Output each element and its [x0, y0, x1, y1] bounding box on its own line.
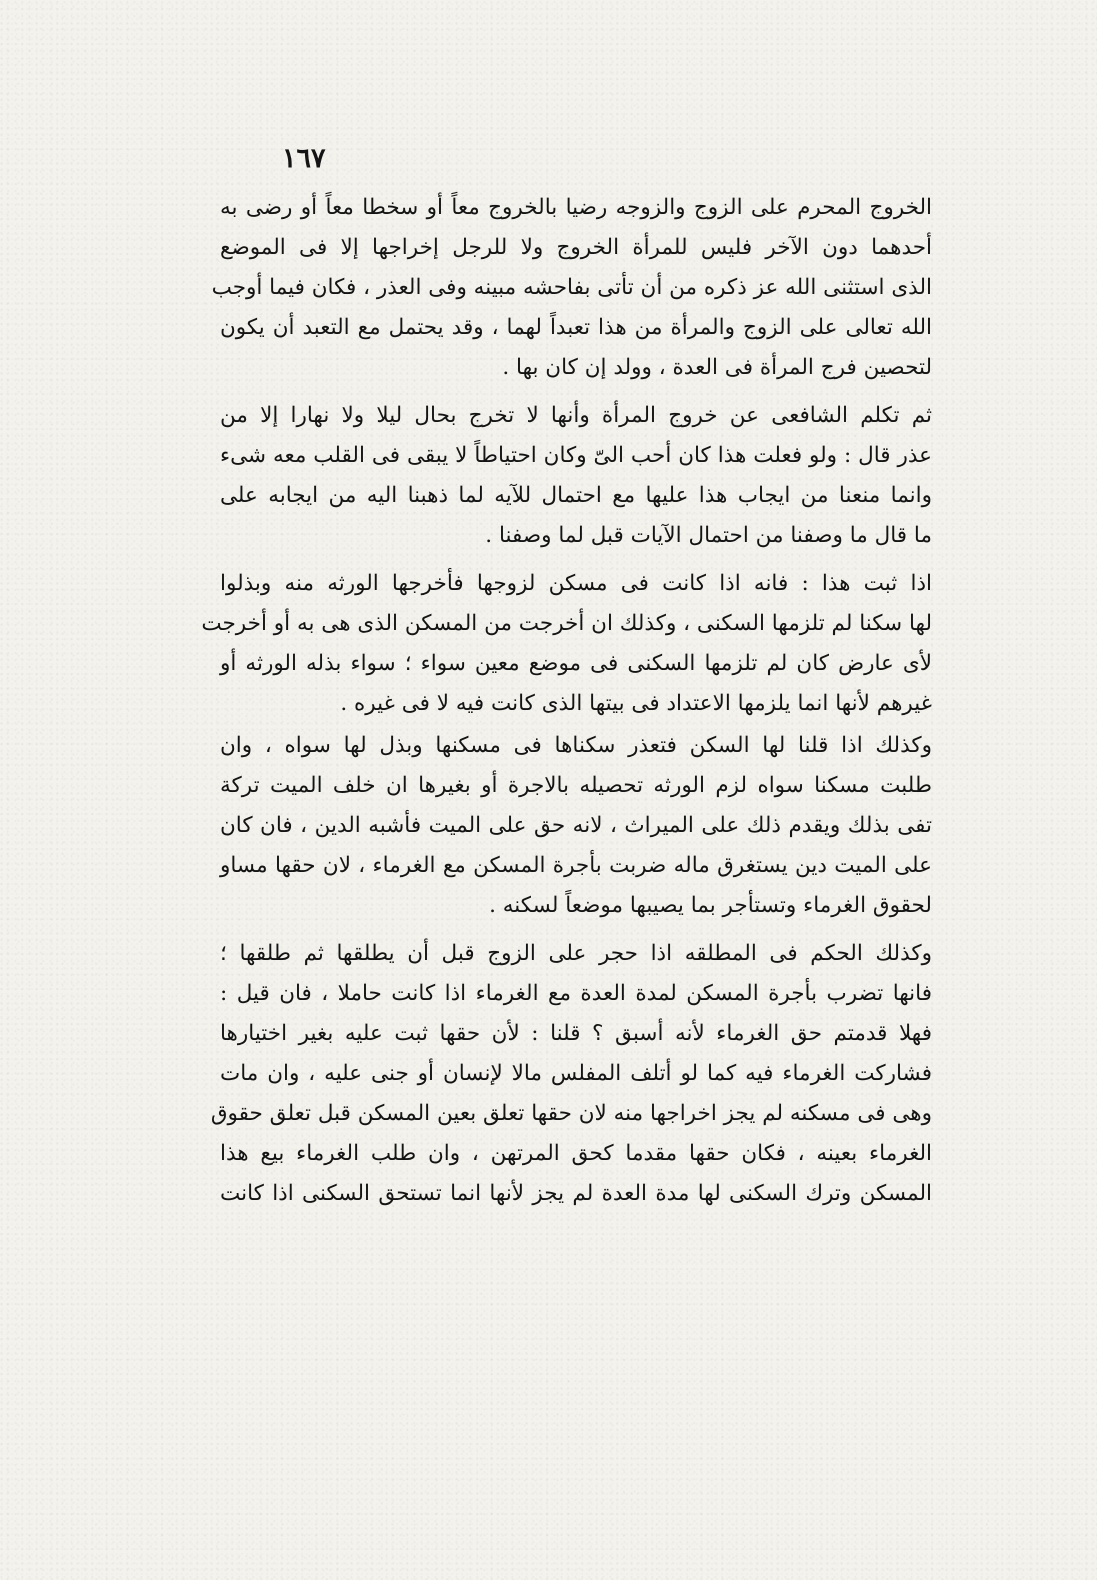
- paragraph: [220, 396, 932, 556]
- text-line: لأى عارض كان لم تلزمها السكنى فى موضع معين سواء ؛ سواء بذله الورثه أو: [220, 651, 932, 676]
- text-line: عذر قال : ولو فعلت هذا كان أحب الىّ وكان احتياطاً لا يبقى فى القلب معه شىء: [220, 443, 932, 468]
- text-line: وكذلك اذا قلنا لها السكن فتعذر سكناها فى مسكنها وبذل لها سواه ، وان: [220, 733, 932, 758]
- paragraph: [201, 564, 932, 724]
- text-line: فانها تضرب بأجرة المسكن لمدة العدة مع الغرماء اذا كانت حاملا ، فان قيل :: [220, 981, 932, 1006]
- paragraph: [210, 934, 932, 1214]
- text-line: لحقوق الغرماء وتستأجر بما يصيبها موضعاً لسكنه .: [489, 893, 932, 918]
- text-line: ثم تكلم الشافعى عن خروج المرأة وأنها لا تخرج بحال ليلا ولا نهارا إلا من: [220, 403, 932, 428]
- text-line: لها سكنا لم تلزمها السكنى ، وكذلك ان أخرجت من المسكن الذى هى به أو أخرجت: [201, 611, 932, 636]
- text-line: لتحصين فرج المرأة فى العدة ، وولد إن كان بها .: [502, 355, 932, 380]
- text-line: غيرهم لأنها انما يلزمها الاعتداد فى بيتها الذى كانت فيه لا فى غيره .: [340, 691, 932, 716]
- text-line: فهلا قدمتم حق الغرماء لأنه أسبق ؟ قلنا : لأن حقها ثبت عليه بغير اختيارها: [220, 1021, 932, 1046]
- text-line: وكذلك الحكم فى المطلقه اذا حجر على الزوج قبل أن يطلقها ثم طلقها ؛: [220, 941, 932, 966]
- paragraph: [220, 726, 932, 926]
- text-line: اذا ثبت هذا : فانه اذا كانت فى مسكن لزوجها فأخرجها الورثه منه وبذلوا: [220, 571, 932, 596]
- text-line: المسكن وترك السكنى لها مدة العدة لم يجز لأنها انما تستحق السكنى اذا كانت: [220, 1181, 932, 1206]
- body-text: [201, 188, 932, 1214]
- text-line: وانما منعنا من ايجاب هذا عليها مع احتمال للآيه لما ذهبنا اليه من ايجابه على: [220, 483, 932, 508]
- text-line: تفى بذلك ويقدم ذلك على الميراث ، لانه حق على الميت فأشبه الدين ، فان كان: [220, 813, 932, 838]
- text-line: الذى استثنى الله عز ذكره من أن تأتى بفاحشه مبينه وفى العذر ، فكان فيما أوجب: [211, 275, 932, 300]
- text-line: وهى فى مسكنه لم يجز اخراجها منه لان حقها تعلق بعين المسكن قبل تعلق حقوق: [210, 1101, 932, 1126]
- text-line: على الميت دين يستغرق ماله ضربت بأجرة المسكن مع الغرماء ، لان حقها مساو: [220, 853, 932, 878]
- text-line: الغرماء بعينه ، فكان حقها مقدما كحق المرتهن ، وان طلب الغرماء بيع هذا: [220, 1141, 932, 1166]
- text-line: الله تعالى على الزوج والمرأة من هذا تعبداً لهما ، وقد يحتمل مع التعبد أن يكون: [220, 315, 932, 340]
- text-line: طلبت مسكنا سواه لزم الورثه تحصيله بالاجرة أو بغيرها ان خلف الميت تركة: [220, 773, 932, 798]
- paragraph: [211, 188, 932, 388]
- text-line: الخروج المحرم على الزوج والزوجه رضيا بالخروج معاً أو سخطا معاً أو رضى به: [220, 195, 932, 220]
- text-line: ما قال ما وصفنا من احتمال الآيات قبل لما وصفنا .: [485, 523, 932, 548]
- text-line: فشاركت الغرماء فيه كما لو أتلف المفلس مالا لإنسان أو جنى عليه ، وان مات: [220, 1061, 932, 1086]
- text-line: أحدهما دون الآخر فليس للمرأة الخروج ولا للرجل إخراجها إلا فى الموضع: [220, 235, 932, 260]
- page-number: ١٦٧: [282, 143, 326, 174]
